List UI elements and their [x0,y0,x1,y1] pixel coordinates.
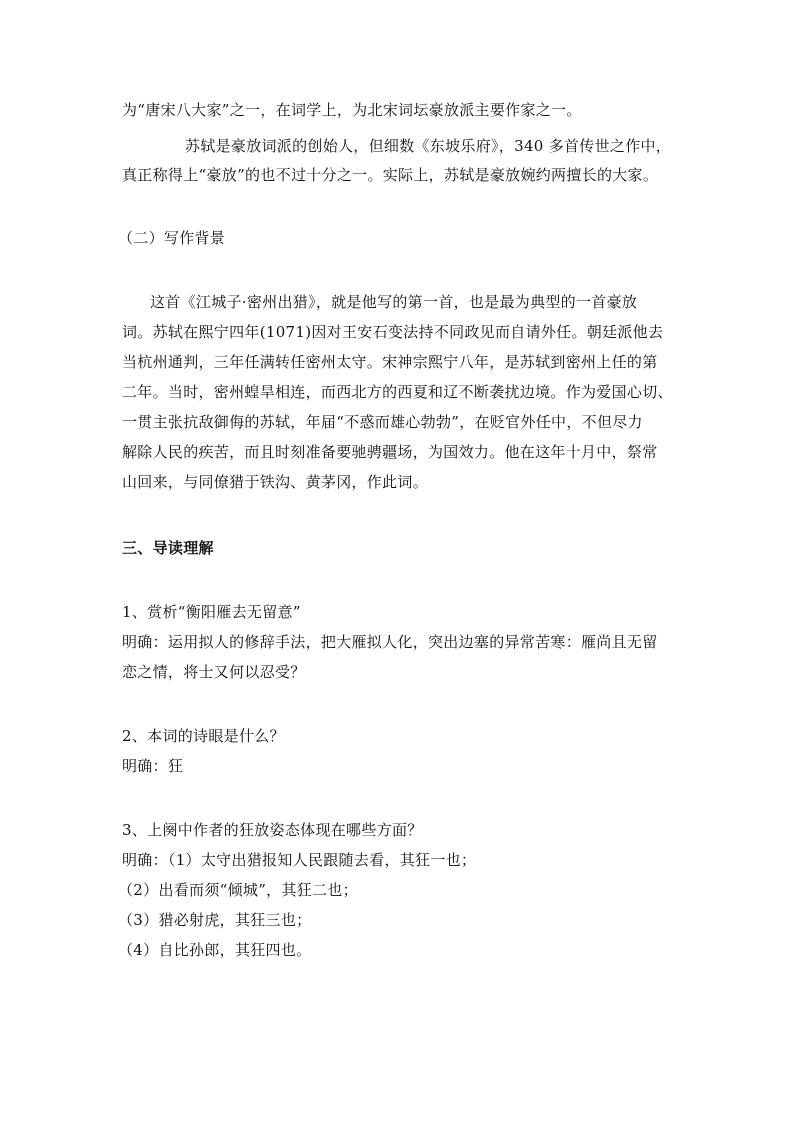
answer-3-line-1: 明确：（1）太守出猎报知人民跟随去看，其狂一也； [122,851,477,869]
background-line-2: 词。苏轼在熙宁四年(1071)因对王安石变法持不同政见而自请外任。朝廷派他去 [122,323,664,341]
answer-3-line-2: （2）出看而须“倾城”，其狂二也； [118,881,358,899]
answer-3-line-3: （3）猎必射虎，其狂三也； [118,911,312,929]
intro-line-3: 真正称得上“豪放”的也不过十分之一。实际上，苏轼是豪放婉约两擅长的大家。 [122,166,659,184]
background-line-3: 当杭州通判，三年任满转任密州太守。宋神宗熙宁八年，是苏轼到密州上任的第 [122,353,658,371]
background-line-5: 一贯主张抗敌御侮的苏轼，年届“不惑而雄心勃勃”，在贬官外任中，不但尽力 [122,413,643,431]
answer-2: 明确：狂 [122,757,184,775]
background-line-1: 这首《江城子·密州出猎》，就是他写的第一首，也是最为典型的一首豪放 [150,293,638,311]
background-line-4: 二年。当时，密州蝗旱相连，而西北方的西夏和辽不断袭扰边境。作为爱国心切、 [122,383,673,401]
section-heading-guide: 三、导读理解 [122,539,214,557]
intro-line-2: 苏轼是豪放词派的创始人，但细数《东坡乐府》，340 多首传世之作中， [185,137,672,155]
section-heading-background: （二）写作背景 [118,229,226,247]
question-1: 1、赏析“衡阳雁去无留意” [122,603,301,621]
question-3: 3、上阕中作者的狂放姿态体现在哪些方面？ [122,821,423,839]
background-line-6: 解除人民的疾苦，而且时刻准备要驰骋疆场，为国效力。他在这年十月中，祭常 [122,443,658,461]
answer-1-line-1: 明确：运用拟人的修辞手法，把大雁拟人化，突出边塞的异常苦寒：雁尚且无留 [122,633,658,651]
answer-1-line-2: 恋之情，将士又何以忍受？ [122,663,306,681]
question-2: 2、本词的诗眼是什么？ [122,727,285,745]
background-line-7: 山回来，与同僚猎于铁沟、黄茅冈，作此词。 [122,473,429,491]
answer-3-line-4: （4）自比孙郎，其狂四也。 [118,941,312,959]
intro-line-1: 为“唐宋八大家”之一，在词学上，为北宋词坛豪放派主要作家之一。 [122,101,582,119]
